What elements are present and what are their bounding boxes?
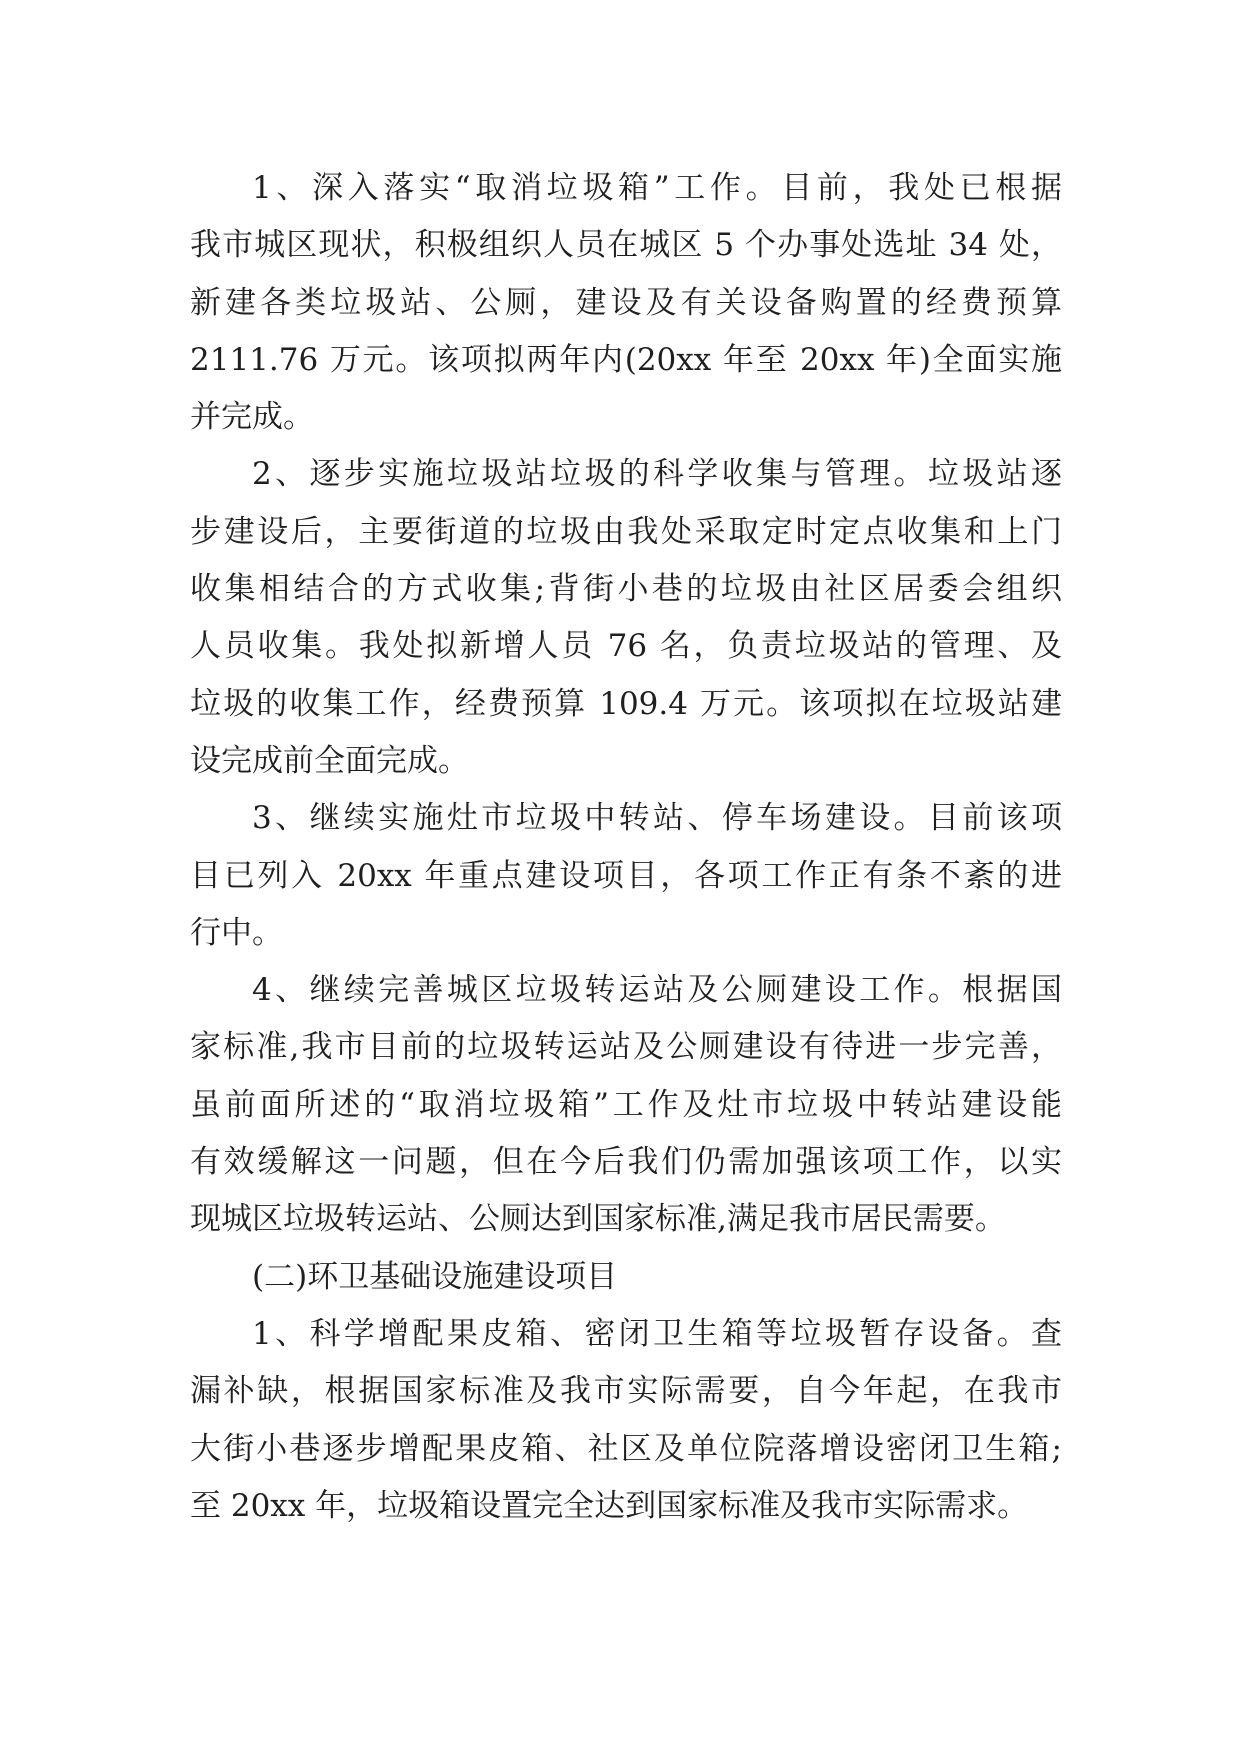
paragraph-1-line-4: 2111.76 万元。该项拟两年内(20xx 年至 20xx 年)全面实施 xyxy=(190,341,1062,378)
paragraph-1-line-1: 1、深入落实“取消垃圾箱”工作。目前，我处已根据 xyxy=(252,170,1062,206)
paragraph-5-line-2: 漏补缺，根据国家标准及我市实际需要，自今年起，在我市 xyxy=(190,1373,1062,1410)
paragraph-2-line-5: 垃圾的收集工作，经费预算 109.4 万元。该项拟在垃圾站建 xyxy=(190,685,1062,722)
paragraph-4-line-5: 现城区垃圾转运站、公厕达到国家标准,满足我市居民需要。 xyxy=(190,1201,1006,1238)
paragraph-5-line-1: 1、科学增配果皮箱、密闭卫生箱等垃圾暂存设备。查 xyxy=(252,1315,1062,1352)
paragraph-1-line-5: 并完成。 xyxy=(190,399,314,436)
section-heading: (二)环卫基础设施建设项目 xyxy=(252,1258,618,1295)
paragraph-3-line-1: 3、继续实施灶市垃圾中转站、停车场建设。目前该项 xyxy=(252,800,1062,837)
paragraph-5-line-3: 大街小巷逐步增配果皮箱、社区及单位院落增设密闭卫生箱; xyxy=(190,1430,1062,1467)
paragraph-2-line-1: 2、逐步实施垃圾站垃圾的科学收集与管理。垃圾站逐 xyxy=(252,456,1062,493)
paragraph-1-line-2: 我市城区现状，积极组织人员在城区 5 个办事处选址 34 处， xyxy=(190,227,1062,264)
paragraph-3-line-3: 行中。 xyxy=(190,914,283,951)
paragraph-5-line-4: 至 20xx 年，垃圾箱设置完全达到国家标准及我市实际需求。 xyxy=(190,1487,1029,1524)
paragraph-3-line-2: 目已列入 20xx 年重点建设项目，各项工作正有条不紊的进 xyxy=(190,857,1062,894)
paragraph-2-line-6: 设完成前全面完成。 xyxy=(190,742,469,779)
paragraph-2-line-4: 人员收集。我处拟新增人员 76 名，负责垃圾站的管理、及 xyxy=(190,628,1062,665)
paragraph-4-line-3: 虽前面所述的“取消垃圾箱”工作及灶市垃圾中转站建设能 xyxy=(190,1086,1062,1123)
paragraph-2-line-3: 收集相结合的方式收集;背街小巷的垃圾由社区居委会组织 xyxy=(190,571,1062,608)
paragraph-4-line-1: 4、继续完善城区垃圾转运站及公厕建设工作。根据国 xyxy=(252,972,1062,1009)
paragraph-1-line-3: 新建各类垃圾站、公厕，建设及有关设备购置的经费预算 xyxy=(190,284,1062,321)
paragraph-4-line-2: 家标准,我市目前的垃圾转运站及公厕建设有待进一步完善， xyxy=(190,1029,1062,1066)
paragraph-2-line-2: 步建设后，主要街道的垃圾由我处采取定时定点收集和上门 xyxy=(190,513,1062,550)
body-text xyxy=(190,160,1062,1535)
paragraph-4-line-4: 有效缓解这一问题，但在今后我们仍需加强该项工作，以实 xyxy=(190,1144,1062,1181)
